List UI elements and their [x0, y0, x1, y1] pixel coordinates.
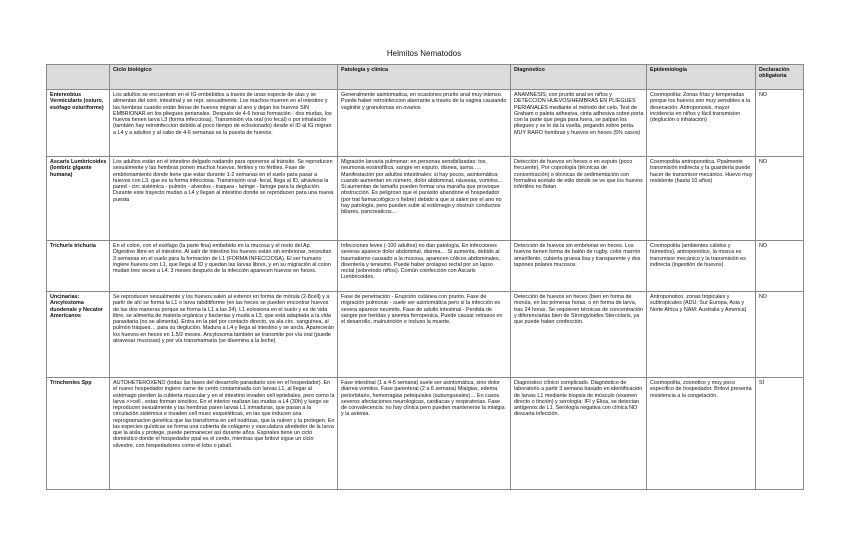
table-header-row [47, 65, 804, 90]
diagnostico-cell: Diagnóstico clínico complicado. Diagnóstico de laboratorio a partir 3 semana basado en identificación de larvas L1 mediante biopsia de músculo (examen directo o tinción) y serología: IFI y Elisa, se detectan antígenos de L1. Serología negativa con clínica NO descarta infección. [511, 378, 647, 490]
header-name [47, 65, 110, 90]
parasite-name: Trichuris trichuria [47, 241, 110, 292]
table-row [47, 378, 804, 490]
header-epidemiologia: Epidemiología [647, 65, 756, 90]
patologia-cell: Fase de penetración - Erupción cutánea con prurito. Fase de migración pulmonar - suele ser asintomática pero si la infección es severa aparece neumitis. Fase de adulto intestinal - Perdida de sangre por heridas y anemia ferropenica. Puede causar retrasos en el desarrollo, malnutrición e incluso la muerte. [338, 292, 511, 378]
parasite-name: Ascaris Lumbricoides (lombriz gigante humana) [47, 157, 110, 241]
header-ciclo: Ciclo biológico [110, 65, 338, 90]
epidemiologia-cell: Cosmopolita, zoonotico y muy poco especifico de hospedador. Britovi presenta resistencia a la congelación. [647, 378, 756, 490]
table-row [47, 292, 804, 378]
patologia-cell: Infecciones leves (-100 adultos) no dan patología. En infecciones severas aparece dolor abdominal, diarrea… Si aumenta, debido al traumatismo causado a la mucosa, aparecen cólicos abdominales, disentería y tenesmo. Puede haber prolapso rectal por un lapso rectal (sobretodo niños). Común coinfección con Ascaris Lumbricoides. [338, 241, 511, 292]
epidemiologia-cell: Cosmopolita: Zonas frías y temperadas porque los huevos son muy sensibles a la desecación. Antroponosis, mayor incidencia en niños y fácil transmision (deglución o inhalación) [647, 90, 756, 157]
patologia-cell: Fase intestinal (1 a 4-5 semana) suele ser asintomática, sino dolor diarrea vomitos. Fase parenteral (2 a 6 semana) Mialgias, edema periorbitario, hemorragias petequiales (subungueales)… En casos severos afectaciones neurologicas, cardiacas y respiratorias. Fase de convalecencia: no hay clínica pero pueden mantenerse la mialgia y la astenia. [338, 378, 511, 490]
declaracion-cell: NO [756, 292, 804, 378]
parasite-name: Entereobius Vermicularis (oxiuro, esófago oxiuriforme) [47, 90, 110, 157]
table-row [47, 157, 804, 241]
diagnostico-cell: Detección de huevos en heces o en esputo (poco frecuente). Por coprología (técnicas de concentración) o técnicas de sedimentación con formalina acetato de etilo donde se ve que los huevos infértiles no flotan [511, 157, 647, 241]
header-declaracion: Declaración obligatoria [756, 65, 804, 90]
patologia-cell: Migración larvaria pulmonar: en personas sensibilizadas: tos, neumonia eosinofílica, sangre en esputo, disnea, asma….. Manifestación por adultos intestinales: si hay pocos, asintomática; cuando aumentan en número, dolor abdominal, náuseas, vomitos… Si aumentan de tamaño pueden formar una maraña que provoque obstrucción. Es peligroso que el parásito abandone el hospedador (por trat farmacológico o fiebre) debido a que si salen por el ano no hay patología, pero pueden subir al estómago y obstruir conductos biliares, pancreaticos… [338, 157, 511, 241]
parasite-name: Uncinarias: Ancylostoma duodenale y Necator Americanos [47, 292, 110, 378]
header-patologia: Patología y clínica [338, 65, 511, 90]
ciclo-cell: Los adultos están en el intestino delgado nadando para oponerse al tránsito. Se reproducen sexualmente y las hembras ponen muchos huevos, fértiles y no fértiles. Fase de embrionamiento donde tiene que estar durante 1-2 semanas en el suelo para pasar a huevos con L3, que es la forma infecciosa. Transmisión oral- fecal, llega al ID, atraviesa la pared - circ sistémica - pulmón - alveolos - traquea - laringe - faringe para la deglución. Durante este trayecto mudan a L4 y llegan al intestino donde se reproducen para una nueva puesta [110, 157, 338, 241]
declaracion-cell: NO [756, 90, 804, 157]
declaracion-cell: NO [756, 157, 804, 241]
ciclo-cell: Los adultos se encuentran en el IG embebidos a través de unas especie de alas y se alimentan del cont. intestinal y se repr. sexualmente. Los machos mueren en el intestino y las hembras cuando están llenas de huevos migran al ano y dejan los huevos SIN EMBRIONAR en los pliegues perianales. Después de 4-6 horas formación - dos mudas, los huevos tienen larva L3 (forma infecciosa). Transmisión vía oral (no fecal) o por inhalación (también hay retroinfeccion debido al poco tiempo de eclosionado) desde el ID al IG migran a L4 y a adultos y al cabo de 4-6 semanas se la puesta de huevos. [110, 90, 338, 157]
ciclo-cell: En el colon, con el esófago (la parte fina) embebido en la mucosa y el resto del Ap. Digestivo libre en el intestino. Al salir de intestino los huevos están sin embrionar, necesitan 3 semanas en el suelo para la formación de L1 (FORMA INFECCIOSA). El ser humano ingiere huevos con L1, que llega al ID y quedan las larvas libres, y en su migración al colon mudan tres veces a L4. 3 meses después de la infección aparecen huevos en heces. [110, 241, 338, 292]
declaracion-cell: SÍ [756, 378, 804, 490]
table-row [47, 241, 804, 292]
declaracion-cell: NO [756, 241, 804, 292]
parasite-name: Trinchenles Spp [47, 378, 110, 490]
epidemiologia-cell: Antroponotico, zonas tropicales y subtropicales (ADU: Sur Europa, Asia y Norte Africa y NAM: Australia y America) [647, 292, 756, 378]
epidemiologia-cell: Cosmopolita (ambientes cálidos y húmedos), antroponotico, la mosca es transmisor mecánico y la transmisión es indirecta (ingestión de huevos) [647, 241, 756, 292]
diagnostico-cell: Detección de huevos sin embrionar en heces. Los huevos tienen forma de balón de rugby, color marrón amarillento, cubierta gruesa lisa y transparente y dos tapones polares mucosos. [511, 241, 647, 292]
table-row [47, 90, 804, 157]
patologia-cell: Generalmente asintomatica, en ocasiones prurito anal muy intenso. Puede haber retroinfeccion aberrante a través de la vagina causando vaginitis y granulomas en ovarios [338, 90, 511, 157]
diagnostico-cell: Detección de huevos en heces (bien en forma de morula, en las primeras horas, o en forma de larva, tras 24 horas. Se requieren técnicas de concentración y diferenciarlas bien de Strongyloides Stercolaris, ya que puede haber confección. [511, 292, 647, 378]
ciclo-cell: AUTOHETEROXENO (todas las fases del desarrollo parasitario son en el hospedador). En el nuevo hospedador ingiere carne de cerdo contaminada con larvas L1, al llegar al estómago pierden la cubierta muscular y en el intestino invaden cell epiteliales, pero como la larva >>cell , estas forman sincitios. En el interior realizan las mudas a L4 (30h) y luego se reproducen sexualmente y las hembras paren larvas L1 inmaduras, que pasan a la circulación sistémica e invaden cell musc esqueléticas, en las que inducen una reprogramacion genética que las transforma en cell nodrizas, que la nutren y la protegen. En las especies quísticas se forma una cubierta de colágeno y vasculatura alrededor de la larva que la aisla y protege, puede permanecer así durante años. Espirales tiene un ciclo doméstico donde el hospedador ppal es el cerdo, mientras que britovi sigue un ciclo silvestre, con hospedadores como el lobo o jabalí. [110, 378, 338, 490]
nematodos-table [46, 64, 804, 490]
ciclo-cell: Se reproducen sexualmente y los huevos salen al exterior en forma de mórula (2-8cell) y a partir de ahí se forma la L1 o larva rabditiforme (en las heces se pueden encontrar huevos de las dos maneras porque se forma la L1 a las 24). L1 eclosiona en el suelo y es de vida libre, se alimenta de materia orgánica y bacterias y muda a L3, que está adaptada a la vida parasitaria (no se alimenta). Entra en la piel por contacto directo, va ala circ. sanguínea, al pulmón tráquea… para su deglución. Madura a L4 y llega al intestino y se ancla. Aparecerán los huevos en heces en 1.5/2 meses. Ancylosoma también se transmite por vía oral (puede atravesar mucosas) y por vía transmamaria (se disemina a la leche) [110, 292, 338, 378]
header-diagnostico: Diagnóstico [511, 65, 647, 90]
document-title: Helmitos Nematodos [386, 49, 462, 58]
epidemiologia-cell: Cosmopolita antroponotica. Ppalmente transmisión indirecta y la guardería puede hacer de transmisor mecánico. Huevo muy resistente (hasta 10 años) [647, 157, 756, 241]
diagnostico-cell: ANAMNESIS; con prurito anal en niños y DETECCION HUEVOS/HEMBRAS EN PLIEGUES PERIANALES mediante el método del celo, Test de Graham o paleta adhesiva, cinta adhesiva sobre porta con la parte que pega para fuera, se palpan los pliegues y se le da la vuelta, pegando sobre porta. MUY RARO hembras y huevos en heces (5% casos) [511, 90, 647, 157]
